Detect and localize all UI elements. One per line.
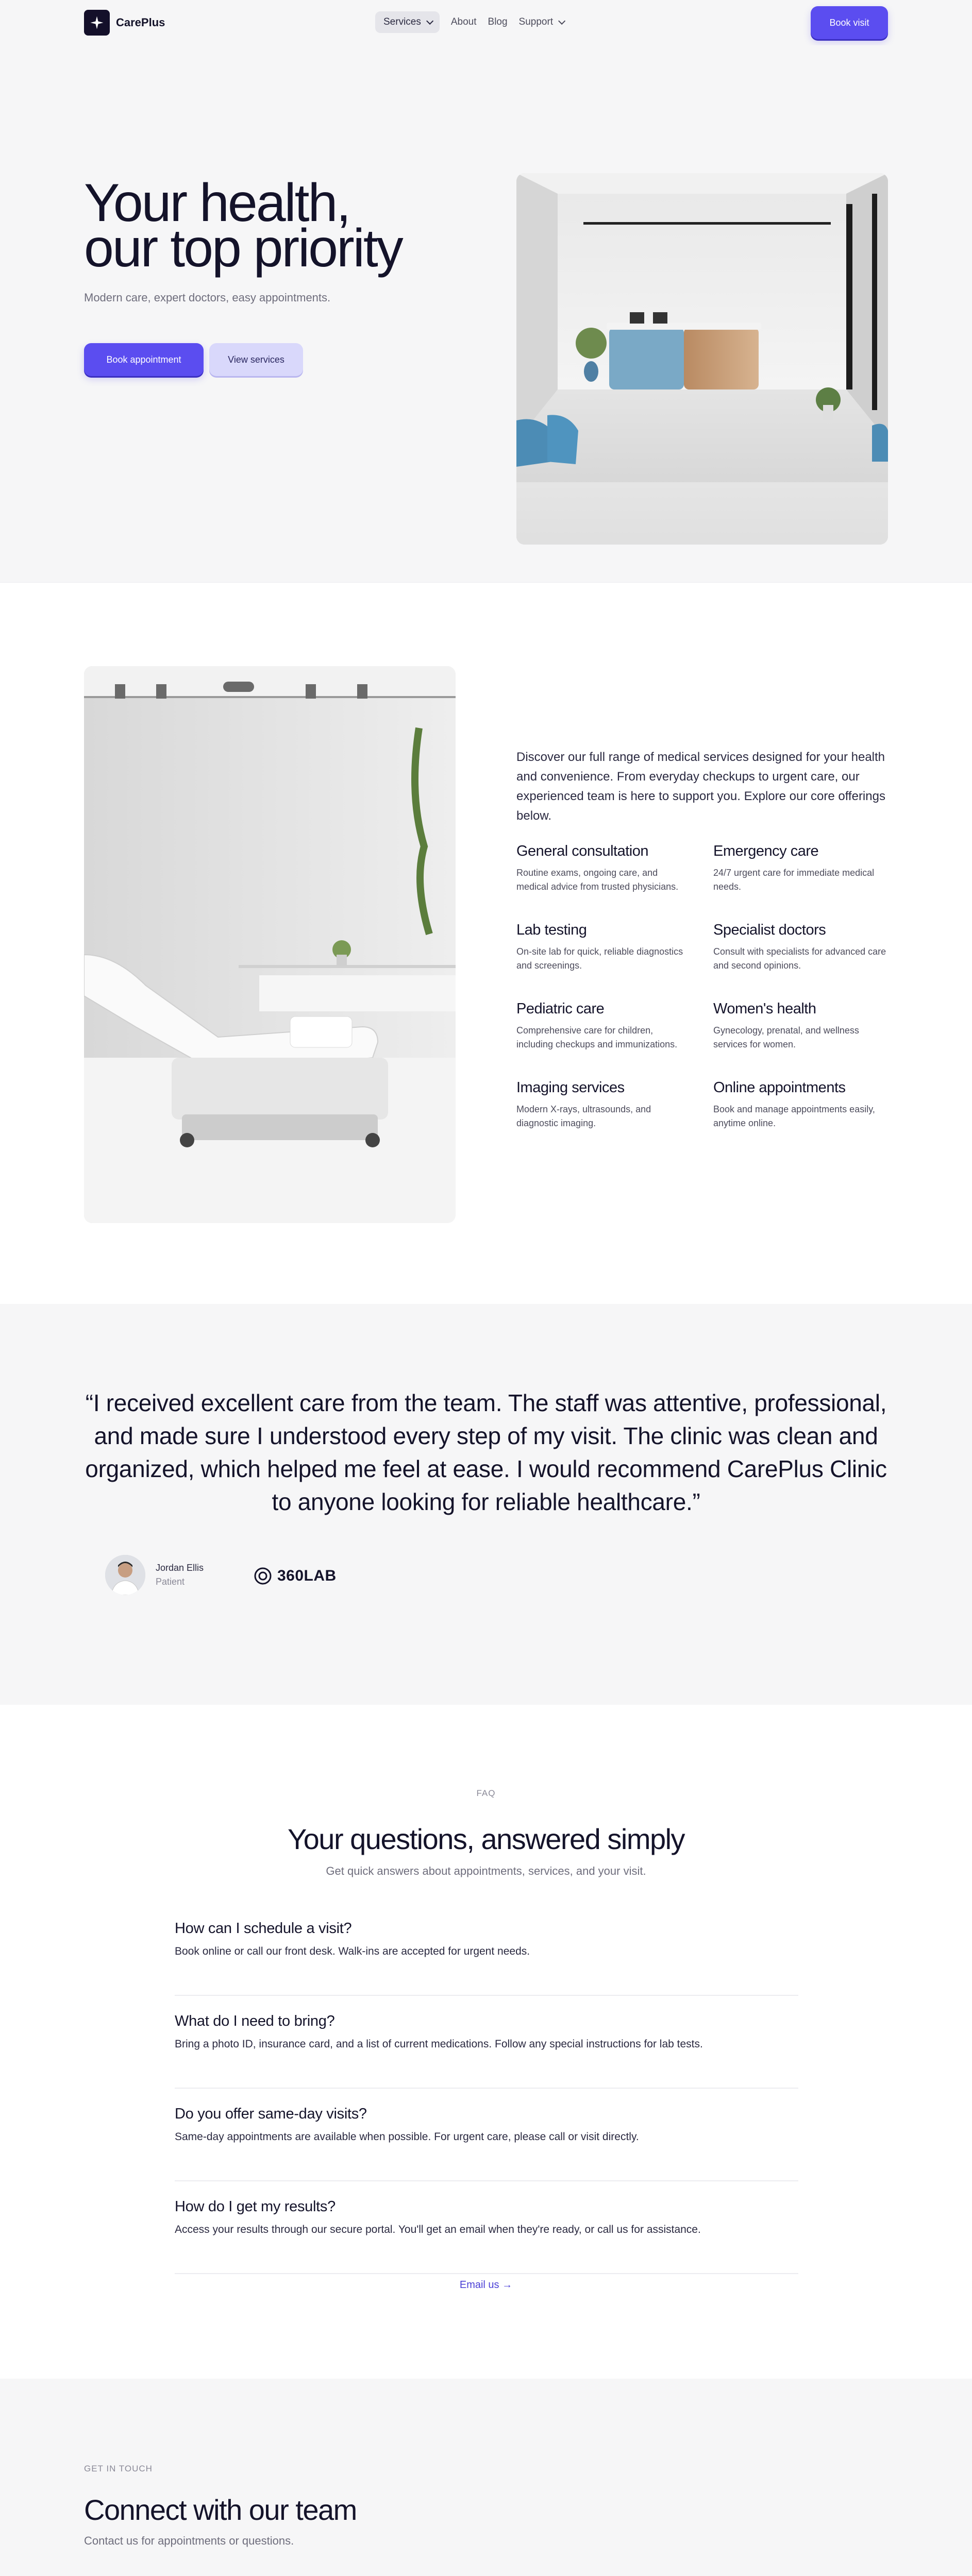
sparkle-icon xyxy=(84,10,110,36)
hero-section xyxy=(0,45,972,583)
faq-question: How do I get my results? xyxy=(175,2198,336,2215)
service-title: Online appointments xyxy=(713,1079,846,1096)
author-role: Patient xyxy=(156,1577,185,1587)
book-appointment-button[interactable]: Book appointment xyxy=(84,343,204,376)
service-title: Pediatric care xyxy=(516,1001,605,1017)
contact-section xyxy=(0,2379,972,2576)
service-desc: Consult with specialists for advanced care and second opinions. xyxy=(713,946,886,971)
brand-name: CarePlus xyxy=(116,16,165,29)
testimonial-quote: “I received excellent care from the team. The staff was attentive, professional, and made sure I understood every step of my visit. The clinic was clean and organized, which helped me feel at ease. I would recommend CarePlus Clinic to anyone looking for reliable healthcare.” xyxy=(85,1389,887,1515)
faq-answer: Same-day appointments are available when possible. For urgent care, please call or visit directly. xyxy=(175,2131,639,2143)
nav-item-blog[interactable]: Blog xyxy=(488,16,508,27)
company-logo xyxy=(254,1567,337,1585)
author-info xyxy=(156,1563,204,1587)
faq-item[interactable] xyxy=(175,2013,798,2089)
services-section xyxy=(0,583,972,1304)
faq-question: What do I need to bring? xyxy=(175,2013,335,2029)
nav-item-support[interactable] xyxy=(519,16,564,28)
chevron-down-icon xyxy=(426,18,433,25)
faq-question: How can I schedule a visit? xyxy=(175,1920,352,1937)
faq-answer: Access your results through our secure portal. You'll get an email when they're ready, or call us for assistance. xyxy=(175,2224,701,2235)
faq-answer: Book online or call our front desk. Walk-ins are accepted for urgent needs. xyxy=(175,1945,530,1957)
service-title: Women's health xyxy=(713,1001,816,1017)
nav-item-about[interactable]: About xyxy=(450,16,477,27)
company-name: 360LAB xyxy=(277,1567,337,1584)
nav-item-label: Support xyxy=(518,16,554,27)
service-card[interactable] xyxy=(516,1001,692,1052)
service-title: Lab testing xyxy=(516,922,587,938)
faq-eyebrow: FAQ xyxy=(476,1788,496,1798)
service-card[interactable] xyxy=(713,1079,889,1130)
nav-item-services[interactable] xyxy=(375,11,440,33)
hero-title-line1: Your health, xyxy=(84,173,350,233)
service-desc: Comprehensive care for children, including checkups and immunizations. xyxy=(516,1025,678,1049)
faq-subtitle: Get quick answers about appointments, services, and your visit. xyxy=(326,1865,646,1877)
hero-title xyxy=(84,173,402,278)
faq-title: Your questions, answered simply xyxy=(287,1823,685,1855)
service-desc: Routine exams, ongoing care, and medical advice from trusted physicians. xyxy=(516,868,679,892)
service-title: General consultation xyxy=(516,843,648,859)
faq-question: Do you offer same-day visits? xyxy=(175,2106,367,2122)
service-card[interactable] xyxy=(713,843,889,894)
service-card[interactable] xyxy=(516,843,692,894)
author-name: Jordan Ellis xyxy=(156,1563,204,1573)
faq-answer: Bring a photo ID, insurance card, and a list of current medications. Follow any special instructions for lab tests. xyxy=(175,2038,703,2050)
view-services-button[interactable]: View services xyxy=(209,343,303,376)
contact-subtitle: Contact us for appointments or questions. xyxy=(84,2534,294,2547)
service-desc: Gynecology, prenatal, and wellness services for women. xyxy=(713,1025,859,1049)
contact-title: Connect with our team xyxy=(84,2494,357,2526)
brand-logo[interactable] xyxy=(84,10,165,36)
services-intro: Discover our full range of medical services designed for your health and convenience. From everyday checkups to urgent care, our experienced team is here to support you. Explore our core offerings below. xyxy=(516,750,885,823)
service-card[interactable] xyxy=(516,922,692,973)
top-nav xyxy=(0,0,972,45)
faq-section xyxy=(0,1705,972,2379)
service-card[interactable] xyxy=(516,1079,692,1130)
contact-eyebrow: GET IN TOUCH xyxy=(84,2464,153,2473)
faq-item[interactable] xyxy=(175,2106,798,2181)
service-desc: 24/7 urgent care for immediate medical needs. xyxy=(713,868,875,892)
target-icon xyxy=(254,1567,272,1585)
testimonial-author xyxy=(105,1555,204,1595)
hero-title-line2: our top priority xyxy=(84,218,402,278)
service-title: Specialist doctors xyxy=(713,922,826,938)
email-us-label: Email us xyxy=(459,2279,499,2291)
book-visit-button[interactable]: Book visit xyxy=(811,6,888,39)
service-card[interactable] xyxy=(713,922,889,973)
faq-item[interactable] xyxy=(175,2198,798,2274)
chevron-down-icon xyxy=(558,18,565,25)
faq-item[interactable] xyxy=(175,1920,798,1996)
service-desc: On-site lab for quick, reliable diagnostics and screenings. xyxy=(516,946,683,971)
testimonial-section xyxy=(0,1304,972,1705)
nav-item-label: Services xyxy=(383,16,421,27)
hero-subtitle: Modern care, expert doctors, easy appointments. xyxy=(84,291,331,304)
exam-room-image xyxy=(84,666,456,1223)
service-title: Emergency care xyxy=(713,843,819,859)
nav-links xyxy=(375,11,563,33)
email-us-link[interactable] xyxy=(0,2279,972,2291)
service-card[interactable] xyxy=(713,1001,889,1052)
clinic-lobby-image xyxy=(516,173,888,545)
service-desc: Book and manage appointments easily, anytime online. xyxy=(713,1104,875,1128)
service-desc: Modern X-rays, ultrasounds, and diagnostic imaging. xyxy=(516,1104,651,1128)
arrow-right-icon: → xyxy=(502,2279,513,2291)
avatar xyxy=(105,1555,145,1595)
service-title: Imaging services xyxy=(516,1079,625,1096)
